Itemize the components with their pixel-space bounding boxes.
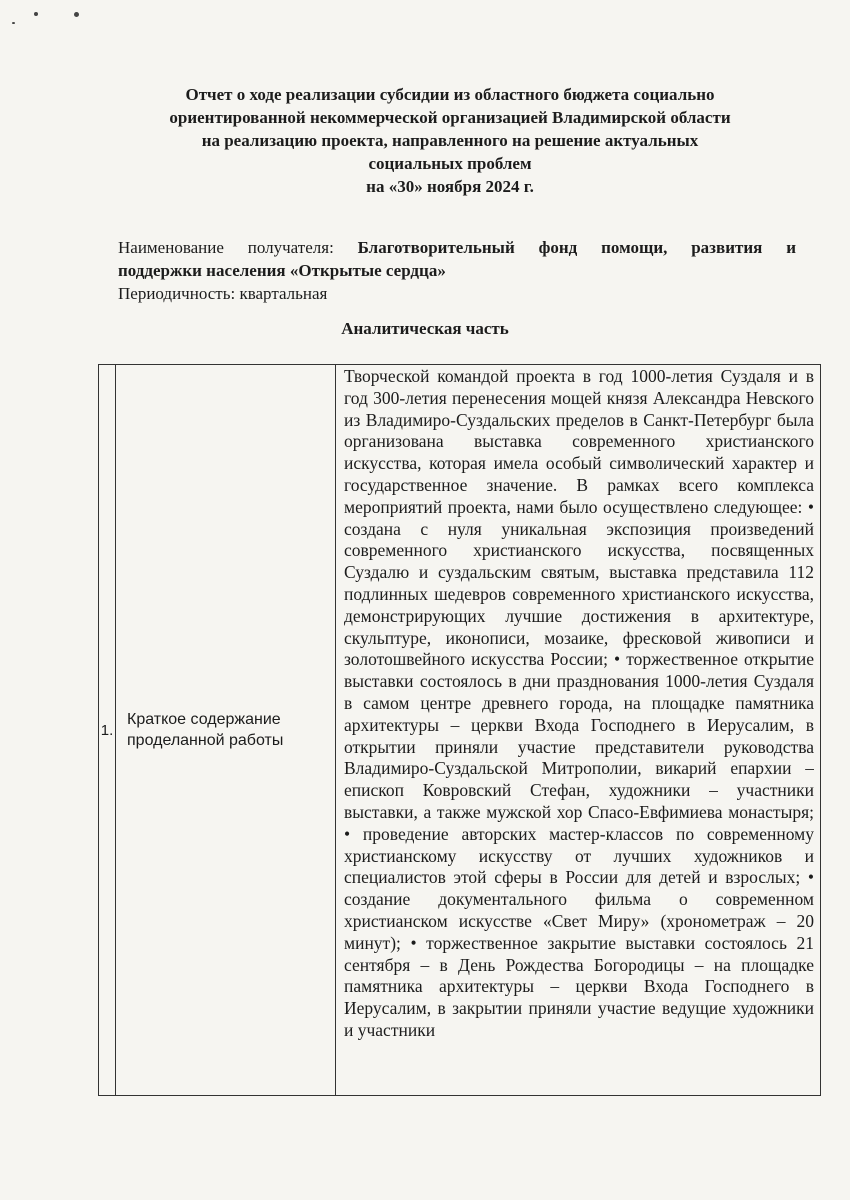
periodicity: Периодичность: квартальная	[118, 284, 328, 303]
report-title	[130, 83, 770, 198]
scan-speck	[74, 12, 79, 17]
title-line: ориентированной некоммерческой организацией Владимирской области	[169, 108, 731, 127]
recipient-block	[118, 236, 796, 305]
recipient-name-line2	[118, 259, 796, 282]
recipient-label: Наименование получателя:	[118, 238, 334, 257]
title-date-line: на «30» ноября 2024 г.	[366, 177, 534, 196]
title-line: Отчет о ходе реализации субсидии из областного бюджета социально	[185, 85, 715, 104]
report-table	[98, 364, 821, 1096]
scan-speck	[12, 22, 15, 24]
title-line: на реализацию проекта, направленного на решение актуальных	[201, 131, 699, 150]
scan-speck	[34, 12, 38, 16]
recipient-name-part1: Благотворительный фонд помощи, развития и	[357, 238, 796, 257]
section-title: Аналитическая часть	[341, 319, 509, 338]
row-content: Творческой командой проекта в год 1000-летия Суздаля и в год 300-летия перенесения мощей князя Александра Невского из Владимиро-Суздальских пределов в Санкт-Петербург была организована выставка современного христианского искусства, которая имела особый символический характер и государственное значение. В рамках всего комплекса мероприятий проекта, нами было осуществлено следующее: • создана с нуля уникальная экспозиция произведений современного христианского искусства, посвященных Суздалю и суздальским святым, выставка представила 112 подлинных шедевров современного христианского искусства, демонстрирующих лучшие достижения в архитектуре, скульптуре, иконописи, мозаике, фресковой живописи и золотошвейного искусства России; • торжественное открытие выставки состоялось в дни празднования 1000-летия Суздаля в самом центре древнего города, на площадке памятника архитектуры – церкви Входа Господнего в Иерусалим, в открытии приняли участие представители руководства Владимиро-Суздальской Митрополии, викарий епархии – епископ Ковровский Стефан, художники – участники выставки, а также мужской хор Спасо-Евфимиева монастыря; • проведение авторских мастер-классов по современному христианскому искусству от лучших художников и специалистов этой сферы в России для детей и взрослых; • создание документального фильма о современном христианском искусстве «Свет Миру» (хронометраж – 20 минут); • торжественное закрытие выставки состоялось 21 сентября – в День Рождества Богородицы – на площадке памятника архитектуры – церкви Входа Господнего в Иерусалим, в закрытии приняли участие ведущие художники и участники	[344, 366, 814, 1040]
title-line: социальных проблем	[368, 154, 532, 173]
recipient-line	[118, 236, 796, 259]
row-content-cell	[336, 365, 821, 1096]
row-number: 1.	[99, 365, 116, 1096]
recipient-name-part2: поддержки населения «Открытые сердца»	[118, 261, 446, 280]
row-label: Краткое содержание проделанной работы	[116, 365, 336, 1096]
table-row	[99, 365, 821, 1096]
